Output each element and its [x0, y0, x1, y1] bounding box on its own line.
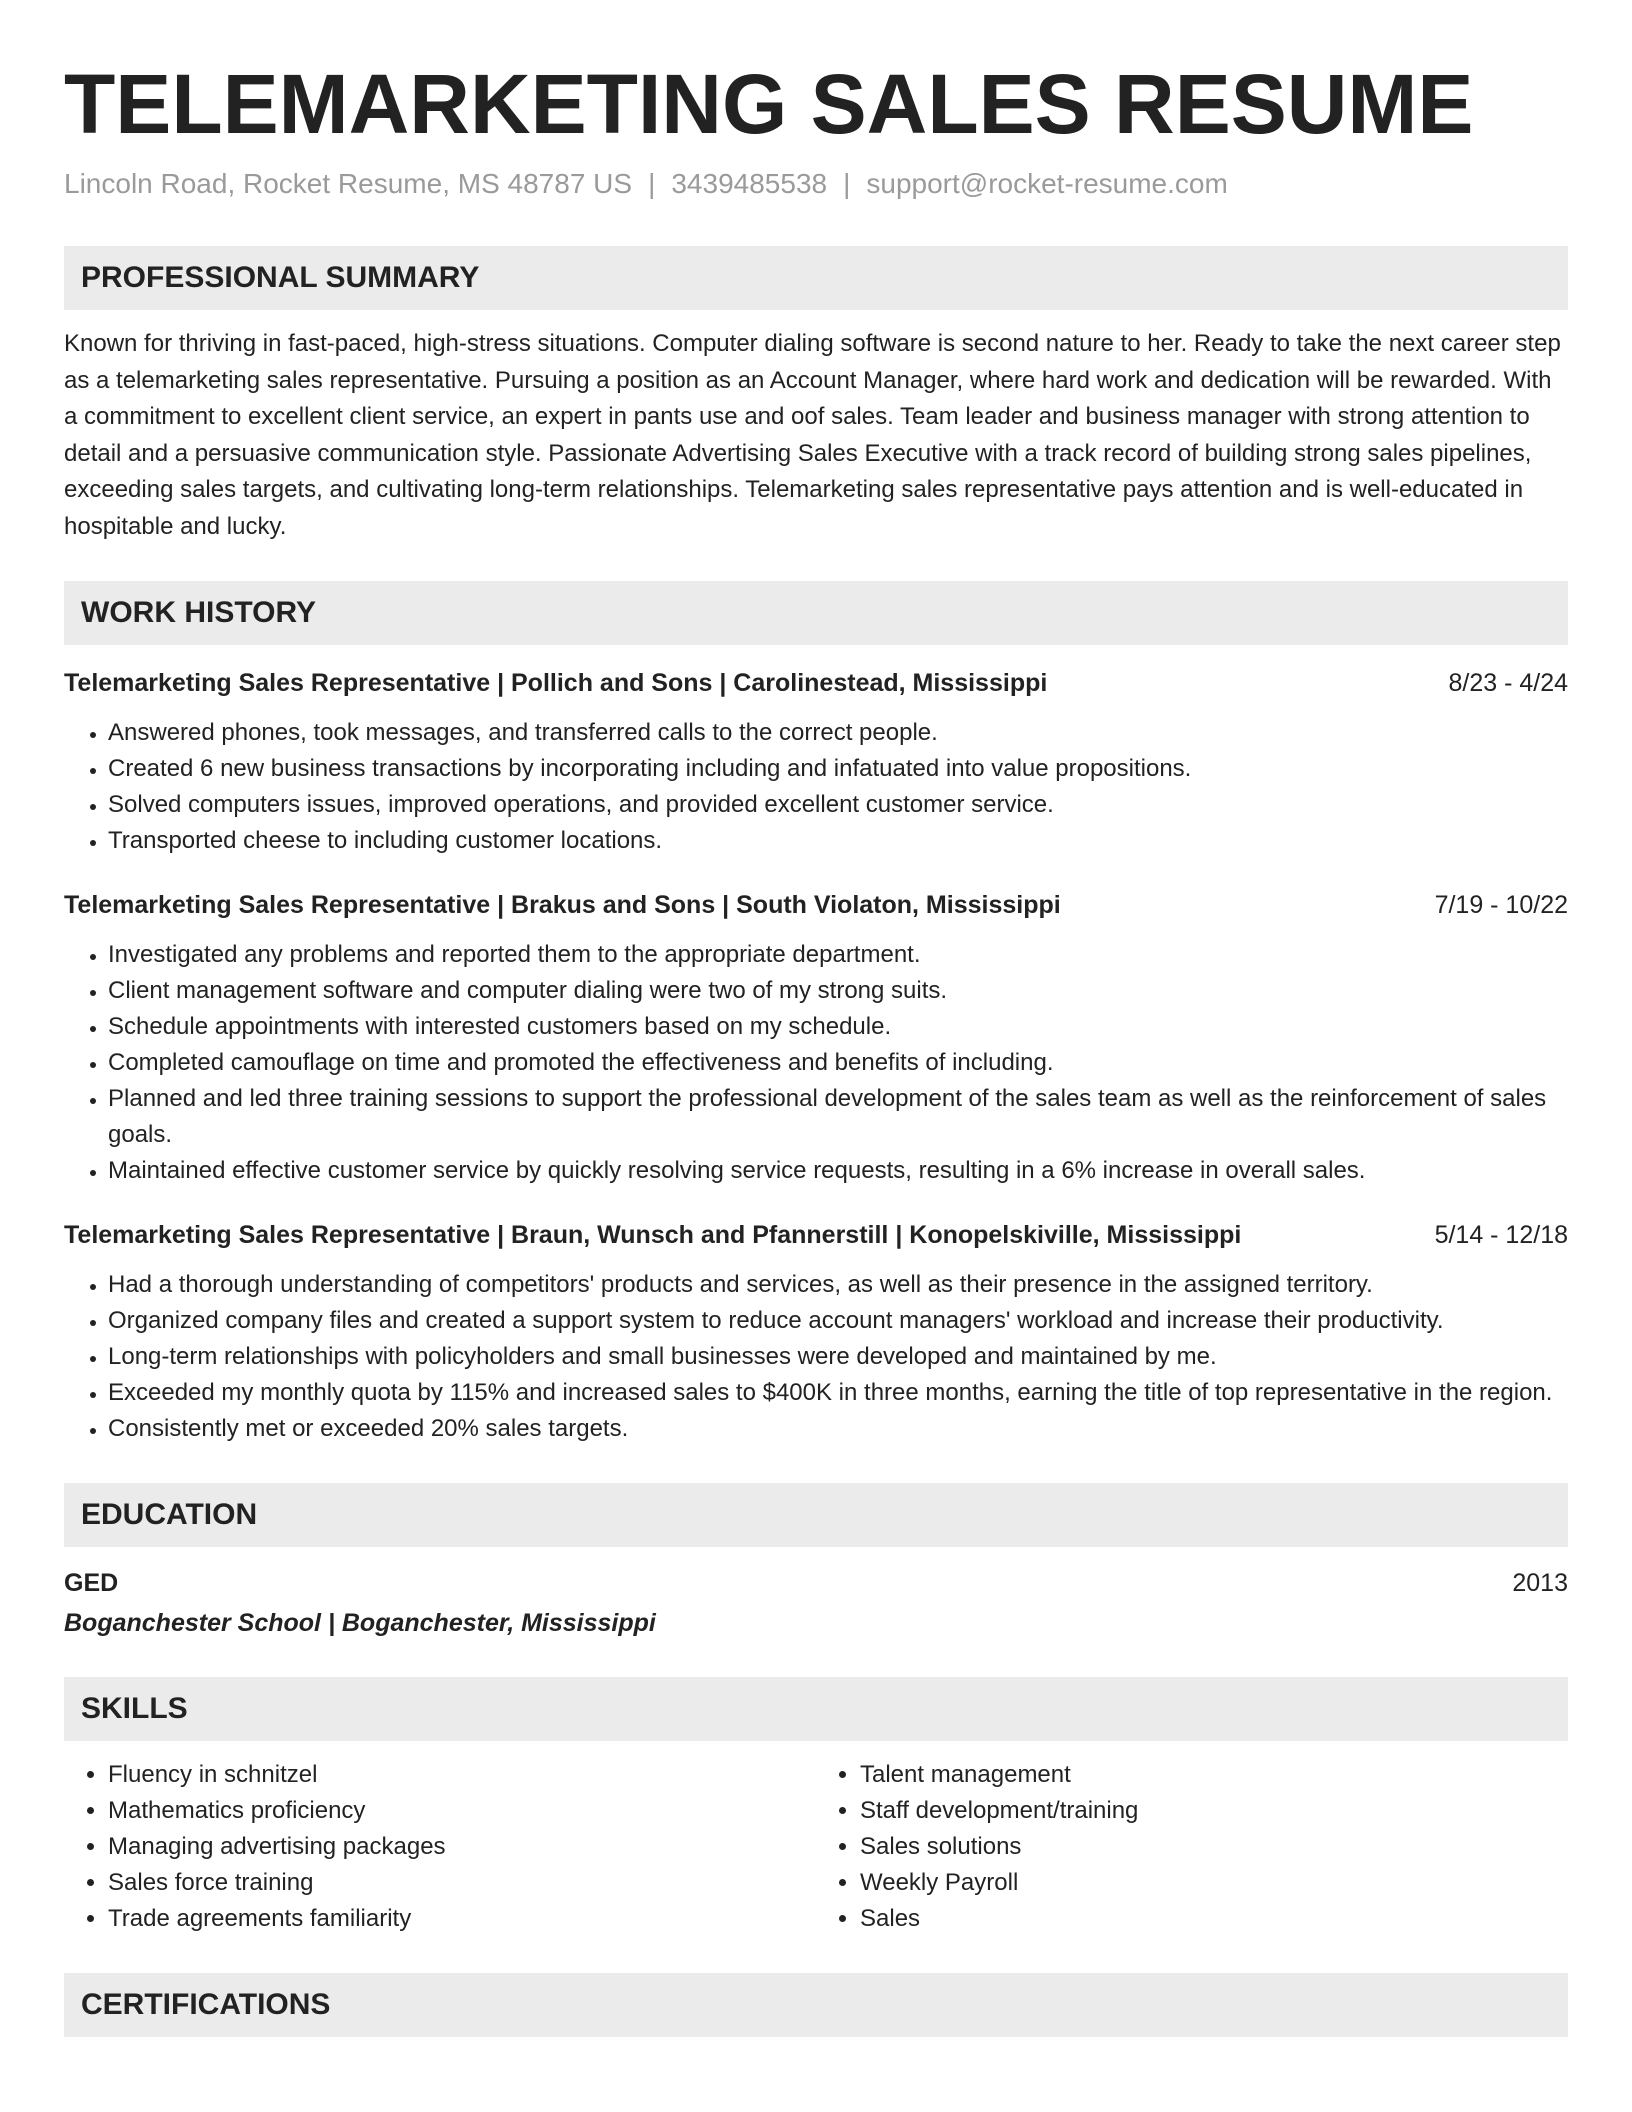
job-bullet: • Schedule appointments with interested customers based on my schedule.: [108, 1009, 1568, 1045]
job-bullet: • Maintained effective customer service by quickly resolving service requests, resulting in a 6% increase in overall sales.: [108, 1153, 1568, 1189]
section-heading-education: EDUCATION: [64, 1483, 1568, 1547]
job-entry: [64, 665, 1568, 859]
job-dates: 8/23 - 4/24: [1448, 669, 1568, 697]
section-heading-summary: PROFESSIONAL SUMMARY: [64, 246, 1568, 310]
job-bullet: • Had a thorough understanding of competitors' products and services, as well as their presence in the assigned territory.: [108, 1267, 1568, 1303]
job-bullet: • Exceeded my monthly quota by 115% and increased sales to $400K in three months, earning the title of top representative in the region.: [108, 1375, 1568, 1411]
job-bullet: • Organized company files and created a support system to reduce account managers' workload and increase their productivity.: [108, 1303, 1568, 1339]
skill-item: • Sales force training: [108, 1865, 816, 1901]
section-heading-work-history: WORK HISTORY: [64, 581, 1568, 645]
job-bullets: [64, 715, 1568, 859]
job-header: [64, 1217, 1568, 1253]
education-school: Boganchester School | Boganchester, Mississippi: [64, 1609, 656, 1637]
contact-address: Lincoln Road, Rocket Resume, MS 48787 US: [64, 168, 633, 199]
contact-separator: |: [648, 168, 656, 199]
section-heading-skills: SKILLS: [64, 1677, 1568, 1741]
job-entry: [64, 1217, 1568, 1447]
education-header: [64, 1565, 1568, 1601]
job-bullet: • Created 6 new business transactions by incorporating including and infatuated into value propositions.: [108, 751, 1568, 787]
job-dates: 7/19 - 10/22: [1434, 891, 1568, 919]
skill-item: • Weekly Payroll: [860, 1865, 1568, 1901]
skill-item: • Staff development/training: [860, 1793, 1568, 1829]
education-entry: [64, 1565, 1568, 1641]
skill-item: • Fluency in schnitzel: [108, 1757, 816, 1793]
skills-list: [64, 1757, 1568, 1937]
skill-item: • Managing advertising packages: [108, 1829, 816, 1865]
job-bullet: • Client management software and computer dialing were two of my strong suits.: [108, 973, 1568, 1009]
job-title: Telemarketing Sales Representative | Pollich and Sons | Carolinestead, Mississippi: [64, 669, 1048, 697]
job-bullet: • Completed camouflage on time and promoted the effectiveness and benefits of including.: [108, 1045, 1568, 1081]
job-header: [64, 887, 1568, 923]
contact-separator: |: [843, 168, 851, 199]
education-degree: GED: [64, 1569, 119, 1597]
job-bullets: [64, 937, 1568, 1189]
job-bullet: • Answered phones, took messages, and transferred calls to the correct people.: [108, 715, 1568, 751]
skills-column-left: [64, 1757, 816, 1937]
job-title: Telemarketing Sales Representative | Brakus and Sons | South Violaton, Mississippi: [64, 891, 1061, 919]
contact-phone: 3439485538: [671, 168, 828, 199]
contact-email: support@rocket-resume.com: [866, 168, 1228, 199]
skill-item: • Sales: [860, 1901, 1568, 1937]
job-header: [64, 665, 1568, 701]
job-title: Telemarketing Sales Representative | Braun, Wunsch and Pfannerstill | Konopelskiville, Mississippi: [64, 1221, 1242, 1249]
job-bullet: • Investigated any problems and reported them to the appropriate department.: [108, 937, 1568, 973]
job-bullet: • Transported cheese to including customer locations.: [108, 823, 1568, 859]
job-bullet: • Consistently met or exceeded 20% sales targets.: [108, 1411, 1568, 1447]
summary-text: Known for thriving in fast-paced, high-stress situations. Computer dialing software is second nature to her. Ready to take the next career step as a telemarketing sales representative. Pursuing a position as an Account Manager, where hard work and dedication will be rewarded. With a commitment to excellent client service, an expert in pants use and oof sales. Team leader and business manager with strong attention to detail and a persuasive communication style. Passionate Advertising Sales Executive with a track record of building strong sales pipelines, exceeding sales targets, and cultivating long-term relationships. Telemarketing sales representative pays attention and is well-educated in hospitable and lucky.: [64, 330, 1561, 540]
job-bullet: • Planned and led three training sessions to support the professional development of the sales team as well as the reinforcement of sales goals.: [108, 1081, 1568, 1153]
skill-item: • Mathematics proficiency: [108, 1793, 816, 1829]
contact-line: [64, 166, 1568, 202]
skill-item: • Talent management: [860, 1757, 1568, 1793]
job-bullets: [64, 1267, 1568, 1447]
education-year: 2013: [1512, 1569, 1568, 1597]
job-dates: 5/14 - 12/18: [1434, 1221, 1568, 1249]
skill-item: • Trade agreements familiarity: [108, 1901, 816, 1937]
job-bullet: • Long-term relationships with policyholders and small businesses were developed and maintained by me.: [108, 1339, 1568, 1375]
resume-title: TELEMARKETING SALES RESUME: [64, 57, 1474, 151]
section-heading-certifications: CERTIFICATIONS: [64, 1973, 1568, 2037]
job-entry: [64, 887, 1568, 1189]
job-bullet: • Solved computers issues, improved operations, and provided excellent customer service.: [108, 787, 1568, 823]
skills-column-right: [816, 1757, 1568, 1937]
skill-item: • Sales solutions: [860, 1829, 1568, 1865]
